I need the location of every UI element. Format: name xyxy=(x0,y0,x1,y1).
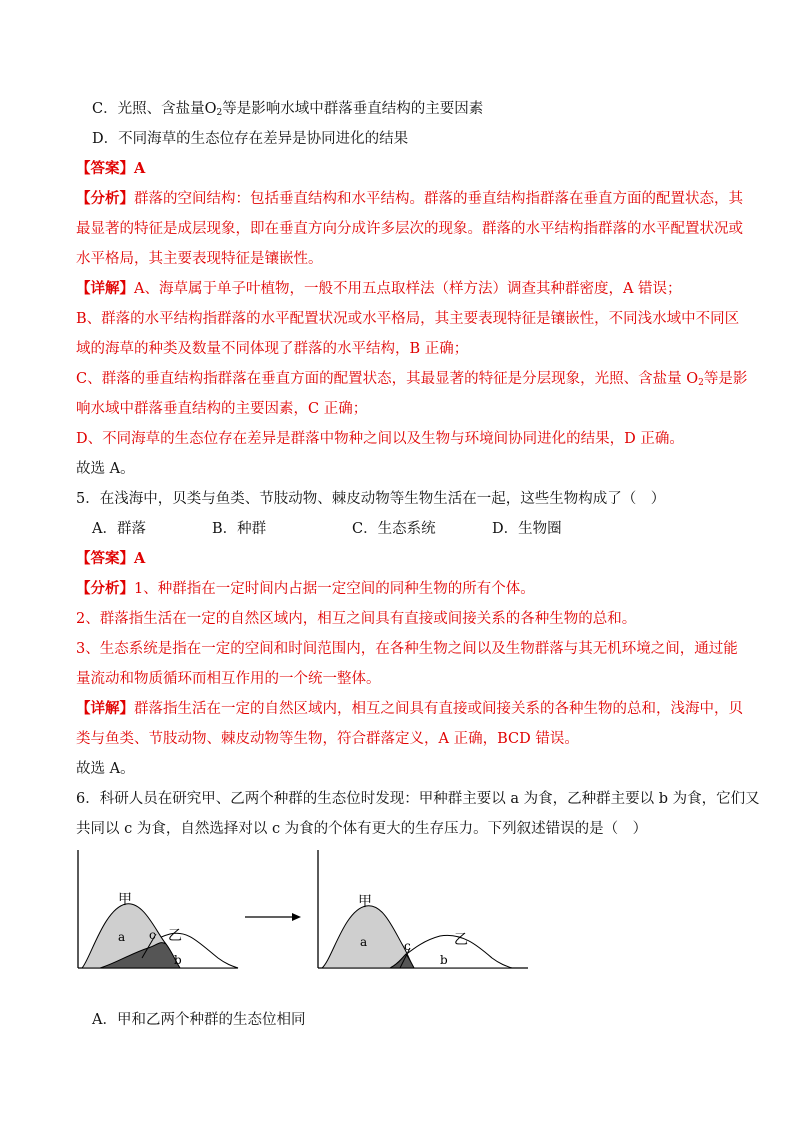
q5-analysis-1: 【分析】1、种群指在一定时间内占据一定空间的同种生物的所有个体。 xyxy=(76,580,535,597)
label-jia-right: 甲 xyxy=(358,894,372,910)
q5-detail-1: 【详解】群落指生活在一定的自然区域内，相互之间具有直接或间接关系的各种生物的总和，浅海中，贝 xyxy=(76,700,743,717)
q6-stem-2: 共同以 c 为食，自然选择对以 c 为食的个体有更大的生存压力。下列叙述错误的是（ ） xyxy=(76,821,648,837)
q5-option-d: D．生物圈 xyxy=(492,521,562,537)
label-yi-right: 乙 xyxy=(454,932,468,948)
label-c-left: c xyxy=(149,928,156,942)
q4-detail-b-1: B、群落的水平结构指群落的水平配置状况或水平格局，其主要表现特征是镶嵌性，不同浅水域中不同区 xyxy=(76,311,740,327)
q5-stem: 5．在浅海中，贝类与鱼类、节肢动物、棘皮动物等生物生活在一起，这些生物构成了（ ） xyxy=(76,491,666,507)
arrow-icon xyxy=(245,913,301,921)
q5-analysis-2: 2、群落指生活在一定的自然区域内，相互之间具有直接或间接关系的各种生物的总和。 xyxy=(76,611,637,627)
q4-option-d: D．不同海草的生态位存在差异是协同进化的结果 xyxy=(92,131,409,147)
q4-detail-a: 【详解】A、海草属于单子叶植物，一般不用五点取样法（样方法）调查其种群密度，A 错误； xyxy=(76,280,682,297)
q5-option-a: A．群落 xyxy=(92,521,146,537)
q4-detail-c-2: 响水域中群落垂直结构的主要因素，C 正确； xyxy=(76,401,368,417)
niche-figure xyxy=(60,848,540,978)
q4-analysis-line-1: 【分析】群落的空间结构：包括垂直结构和水平结构。群落的垂直结构指群落在垂直方面的配置状态，其 xyxy=(76,190,743,207)
label-a-left: a xyxy=(118,930,126,944)
q6-stem-1: 6．科研人员在研究甲、乙两个种群的生态位时发现：甲种群主要以 a 为食，乙种群主要以 b 为食，它们又 xyxy=(76,791,760,807)
label-b-right: b xyxy=(440,953,448,967)
q4-option-c: C．光照、含盐量$O_2$等是影响水域中群落垂直结构的主要因素 xyxy=(92,101,484,118)
q5-analysis-3-1: 3、生态系统是指在一定的空间和时间范围内，在各种生物之间以及生物群落与其无机环境之间，通过能 xyxy=(76,641,738,657)
label-jia-left: 甲 xyxy=(118,892,132,908)
q4-detail-b-2: 域的海草的种类及数量不同体现了群落的水平结构，B 正确； xyxy=(76,341,469,357)
q6-option-a: A．甲和乙两个种群的生态位相同 xyxy=(92,1012,306,1028)
label-c-right: c xyxy=(404,939,411,953)
q4-detail-d: D、不同海草的生态位存在差异是群落中物种之间以及生物与环境间协同进化的结果，D 正确。 xyxy=(76,431,684,447)
q4-analysis-line-2: 最显著的特征是成层现象，即在垂直方向分成许多层次的现象。群落的水平结构指群落的水平配置状况或 xyxy=(76,221,743,237)
niche-diagram-before xyxy=(78,850,238,968)
label-yi-left: 乙 xyxy=(168,928,182,944)
q5-analysis-3-2: 量流动和物质循环而相互作用的一个统一整体。 xyxy=(76,671,381,687)
q5-option-c: C．生态系统 xyxy=(352,521,436,537)
niche-diagram-after xyxy=(318,850,528,968)
q4-choose: 故选 A。 xyxy=(76,461,135,477)
q4-answer: 【答案】A xyxy=(76,160,146,177)
label-a-right: a xyxy=(360,935,368,949)
q5-option-b: B．种群 xyxy=(212,521,267,537)
q5-choose: 故选 A。 xyxy=(76,761,135,777)
label-b-left: b xyxy=(174,953,182,967)
q5-answer: 【答案】A xyxy=(76,550,146,567)
curve-jia-right xyxy=(322,906,414,968)
q4-analysis-line-3: 水平格局，其主要表现特征是镶嵌性。 xyxy=(76,251,323,267)
q5-detail-2: 类与鱼类、节肢动物、棘皮动物等生物，符合群落定义，A 正确，BCD 错误。 xyxy=(76,731,579,747)
q4-detail-c-1: C、群落的垂直结构指群落在垂直方面的配置状态，其最显著的特征是分层现象，光照、含盐量 $O_2$等是影 xyxy=(76,371,748,388)
